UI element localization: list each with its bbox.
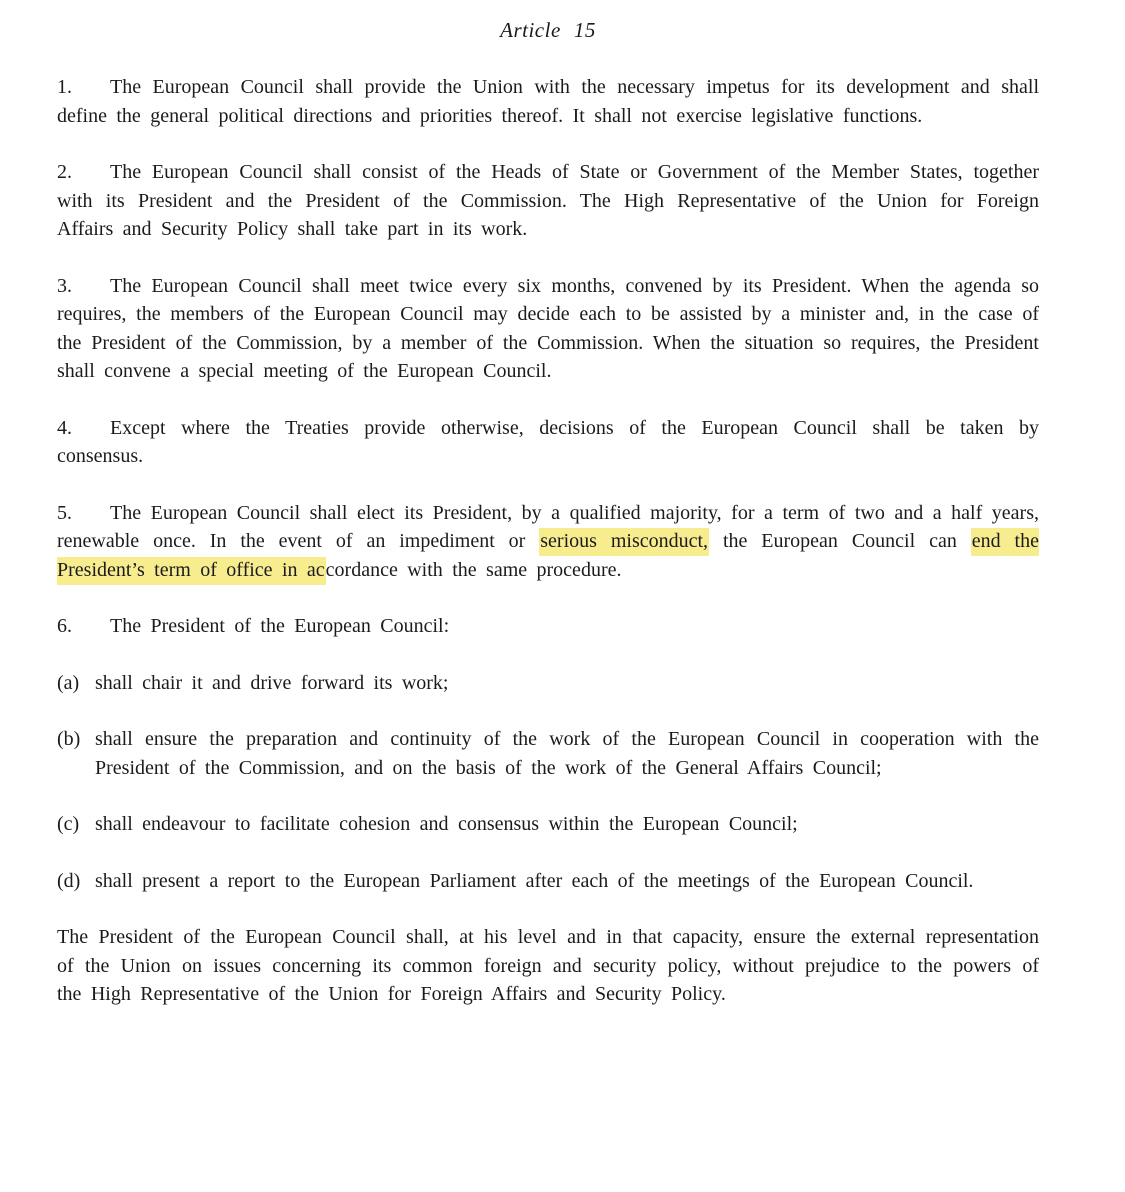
- list-item-c: [57, 810, 1039, 839]
- paragraph-5-text-middle: the European Council can: [709, 530, 971, 552]
- list-item-d: [57, 867, 1039, 896]
- paragraph-1-text: The European Council shall provide the Union with the necessary impetus for its development and shall define the general political directions and priorities thereof. It shall not exercise legislative functions.: [57, 76, 1039, 127]
- paragraph-1: [57, 73, 1039, 130]
- list-item-a: [57, 669, 1039, 698]
- paragraph-3-number: 3.: [57, 274, 72, 297]
- paragraph-6: [57, 612, 1039, 641]
- paragraph-4-text: Except where the Treaties provide otherwise, decisions of the European Council shall be taken by consensus.: [57, 416, 1039, 467]
- list-item-a-label: (a): [57, 671, 80, 694]
- paragraph-4-number: 4.: [57, 416, 72, 439]
- list-item-d-text: shall present a report to the European Parliament after each of the meetings of the European Council.: [95, 869, 974, 892]
- list-item-b: [57, 725, 1039, 782]
- highlight-serious-misconduct: serious misconduct,: [539, 528, 709, 556]
- paragraph-2-text: The European Council shall consist of the Heads of State or Government of the Member States, together with its President and the President of the Commission. The High Representative of the Union for Foreign Affairs and Security Policy shall take part in its work.: [57, 161, 1039, 240]
- list-item-d-label: (d): [57, 869, 81, 892]
- paragraph-5-text-end: cordance with the same procedure.: [325, 558, 622, 581]
- list-item-b-label: (b): [57, 728, 81, 750]
- paragraph-4: [57, 414, 1039, 471]
- list-item-c-text: shall endeavour to facilitate cohesion and consensus within the European Council;: [95, 813, 798, 835]
- list-item-b-text: shall ensure the preparation and continuity of the work of the European Council in cooperation with the President of the Commission, and on the basis of the work of the General Affairs Council;: [95, 728, 1039, 779]
- paragraph-6-number: 6.: [57, 615, 72, 637]
- highlight-end-presidents-term: end the President’s term of office in ac: [57, 528, 1039, 585]
- paragraph-3: [57, 272, 1039, 386]
- paragraph-1-number: 1.: [57, 76, 72, 98]
- closing-paragraph: The President of the European Council shall, at his level and in that capacity, ensure the external representation of the Union on issues concerning its common foreign and security policy, without prejudice to the powers of the High Representative of the Union for Foreign Affairs and Security Policy.: [57, 926, 1039, 1005]
- article-title: Article 15: [500, 18, 596, 42]
- list-item-a-text: shall chair it and drive forward its work;: [95, 671, 449, 694]
- paragraph-3-text: The European Council shall meet twice every six months, convened by its President. When the agenda so requires, the members of the European Council may decide each to be assisted by a minister and, in the case of the President of the Commission, by a member of the Commission. When the situation so requires, the President shall convene a special meeting of the European Council.: [57, 274, 1039, 382]
- paragraph-2-number: 2.: [57, 161, 72, 183]
- paragraph-5-number: 5.: [57, 501, 72, 524]
- paragraph-5: [57, 499, 1039, 585]
- list-item-c-label: (c): [57, 813, 80, 835]
- paragraph-5-text-start: The European Council shall elect its President, by a qualified majority, for a term of two and a half years, renewable once. In the event of an impediment or: [57, 501, 1039, 552]
- paragraph-2: [57, 158, 1039, 244]
- paragraph-6-text: The President of the European Council:: [110, 615, 450, 637]
